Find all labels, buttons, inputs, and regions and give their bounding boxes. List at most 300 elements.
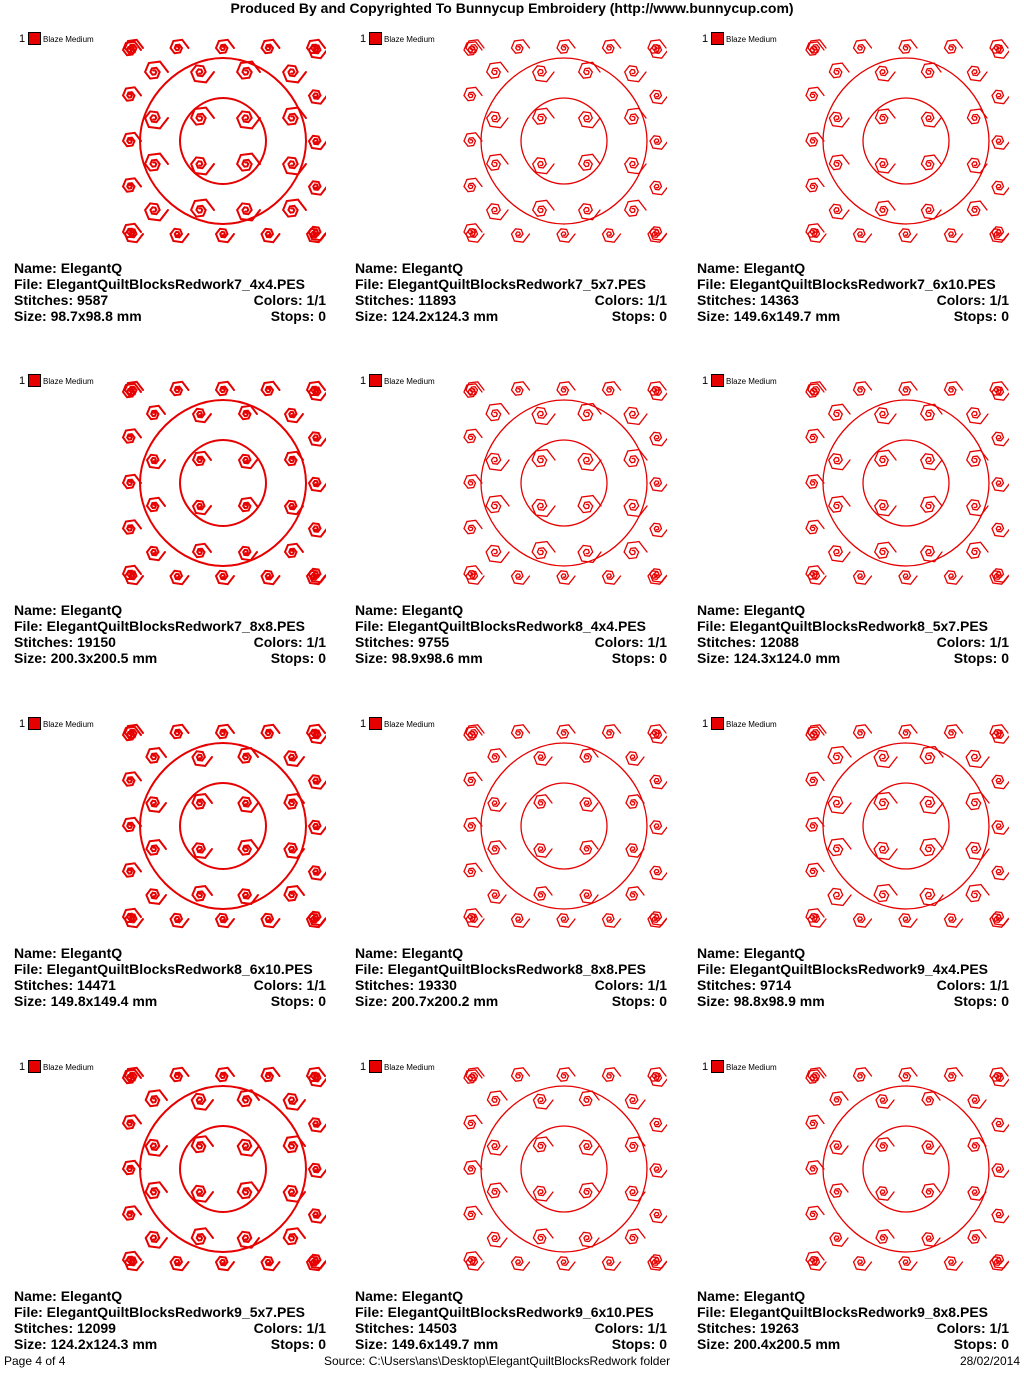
inner-swirl	[533, 108, 554, 124]
design-name-label: Name:	[14, 1288, 61, 1304]
design-info	[697, 260, 1009, 324]
inner-swirl	[192, 751, 212, 766]
design-info	[14, 945, 326, 1009]
border-curl	[945, 382, 963, 395]
inner-swirl	[828, 888, 851, 905]
connecting-arc	[180, 1126, 266, 1212]
thread-name: Blaze Medium	[384, 377, 435, 386]
inner-swirl	[147, 406, 165, 419]
thread-name: Blaze Medium	[43, 1063, 94, 1072]
design-stops	[612, 650, 667, 666]
design-size-value: 200.7x200.2 mm	[391, 993, 499, 1009]
design-colors-value: 1/1	[306, 634, 326, 650]
border-curl	[945, 40, 963, 53]
inner-swirl	[624, 499, 647, 516]
inner-swirl	[285, 544, 303, 557]
inner-swirl	[487, 1091, 507, 1106]
inner-swirl	[579, 204, 600, 220]
border-curl	[309, 478, 326, 491]
thread-number: 1	[360, 1061, 367, 1073]
design-file	[14, 618, 305, 634]
design-file-value: ElegantQuiltBlocksRedwork9_6x10.PES	[387, 1304, 654, 1320]
inner-swirl	[967, 408, 988, 424]
thread-swatch	[711, 32, 724, 45]
thread-swatch	[369, 374, 382, 387]
border-curl	[309, 90, 326, 103]
border-curl	[262, 1068, 280, 1081]
inner-swirl	[533, 200, 554, 216]
thread-swatch	[369, 1060, 382, 1073]
thread-number: 1	[19, 718, 26, 730]
inner-swirl	[966, 842, 989, 859]
thread-swatch	[711, 717, 724, 730]
thread-name: Blaze Medium	[43, 377, 94, 386]
design-name	[697, 260, 805, 276]
page-number: Page 4 of 4	[4, 1354, 66, 1368]
design-stitches-value: 14503	[418, 1320, 457, 1336]
inner-swirl	[191, 65, 214, 82]
border-curl	[557, 40, 575, 53]
design-name-label: Name:	[355, 1288, 402, 1304]
embroidery-design-preview	[461, 1066, 667, 1272]
border-curl	[992, 432, 1009, 445]
border-curl	[464, 772, 482, 785]
inner-swirl	[534, 795, 552, 808]
design-name-value: ElegantQ	[401, 1288, 464, 1304]
inner-swirl	[146, 1182, 167, 1198]
design-stops-value: 0	[659, 650, 667, 666]
design-size-value: 200.4x200.5 mm	[733, 1336, 841, 1352]
design-stops-value: 0	[659, 308, 667, 324]
design-file	[697, 618, 988, 634]
inner-swirl	[829, 63, 849, 78]
inner-swirl	[192, 886, 212, 901]
design-card	[697, 30, 1024, 360]
design-info	[697, 602, 1009, 666]
inner-swirl	[921, 112, 941, 127]
border-curl	[171, 725, 189, 738]
design-colors	[254, 977, 326, 993]
border-curl	[992, 866, 1009, 879]
inner-swirl	[533, 158, 554, 174]
border-curl	[464, 520, 482, 533]
design-colors-value: 1/1	[647, 1320, 667, 1336]
design-file-label: File:	[14, 961, 47, 977]
design-size	[355, 1336, 498, 1352]
inner-swirl	[829, 454, 850, 470]
design-stops-label: Stops:	[270, 1336, 319, 1352]
inner-swirl	[922, 1233, 940, 1246]
design-stitches-value: 14471	[77, 977, 116, 993]
design-colors	[937, 977, 1009, 993]
border-curl	[806, 133, 824, 146]
border-curl	[464, 863, 482, 876]
design-name-value: ElegantQ	[743, 945, 806, 961]
design-name-label: Name:	[697, 602, 744, 618]
inner-swirl	[922, 1141, 940, 1154]
design-stitches-label: Stitches:	[14, 292, 78, 308]
design-stitches-label: Stitches:	[14, 634, 78, 650]
design-file-label: File:	[355, 618, 388, 634]
source-path: Source: C:\Users\ans\Desktop\ElegantQuiltBlocksRedwork folder	[324, 1354, 671, 1368]
design-file	[355, 618, 646, 634]
inner-swirl	[828, 796, 851, 813]
design-file-value: ElegantQuiltBlocksRedwork7_4x4.PES	[46, 276, 305, 292]
border-curl	[216, 1068, 234, 1081]
border-curl	[650, 1164, 667, 1177]
border-curl	[650, 775, 667, 788]
inner-swirl	[921, 155, 941, 170]
border-curl	[992, 1209, 1009, 1222]
inner-swirl	[920, 747, 943, 764]
inner-swirl	[829, 204, 849, 219]
inner-swirl	[145, 62, 168, 79]
connecting-arc	[521, 440, 607, 526]
inner-swirl	[875, 542, 896, 558]
design-name-label: Name:	[14, 602, 61, 618]
design-file-label: File:	[355, 276, 388, 292]
border-curl	[309, 523, 326, 536]
design-colors-label: Colors:	[936, 292, 990, 308]
design-size	[14, 650, 157, 666]
border-curl	[806, 863, 824, 876]
border-curl	[216, 382, 234, 395]
border-curl	[171, 914, 189, 927]
design-size-label: Size:	[14, 993, 51, 1009]
thread-swatch	[28, 717, 41, 730]
inner-swirl	[145, 154, 168, 171]
border-curl	[216, 571, 234, 584]
design-name	[697, 1288, 805, 1304]
inner-swirl	[192, 1136, 213, 1152]
border-curl	[603, 1257, 621, 1270]
border-curl	[123, 772, 141, 785]
thread-number: 1	[702, 33, 709, 45]
design-name	[14, 260, 122, 276]
border-curl	[171, 1257, 189, 1270]
design-info	[14, 1288, 326, 1352]
design-file	[697, 276, 996, 292]
design-stops-value: 0	[1001, 993, 1009, 1009]
design-size	[14, 993, 157, 1009]
border-curl	[650, 821, 667, 834]
design-name-value: ElegantQ	[401, 945, 464, 961]
design-name-label: Name:	[14, 945, 61, 961]
inner-swirl	[876, 1230, 894, 1243]
inner-swirl	[146, 1232, 167, 1248]
border-curl	[512, 382, 530, 395]
design-file	[697, 961, 988, 977]
border-curl	[945, 1257, 963, 1270]
design-name	[355, 945, 463, 961]
design-card	[355, 715, 687, 1045]
design-card	[355, 30, 687, 360]
border-curl	[464, 178, 482, 191]
design-colors	[937, 292, 1009, 308]
inner-swirl	[533, 1229, 553, 1244]
inner-swirl	[968, 1095, 986, 1108]
connecting-arc	[180, 783, 266, 869]
inner-swirl	[624, 450, 647, 467]
embroidery-design-preview	[461, 38, 667, 244]
design-stops-label: Stops:	[611, 650, 660, 666]
inner-swirl	[876, 1095, 894, 1108]
design-colors	[254, 634, 326, 650]
inner-swirl	[283, 65, 306, 82]
design-file	[355, 276, 646, 292]
inner-swirl	[147, 455, 165, 468]
inner-swirl	[828, 839, 851, 856]
design-colors-label: Colors:	[253, 634, 307, 650]
inner-swirl	[874, 885, 897, 902]
embroidery-design-preview	[461, 380, 667, 586]
design-file-value: ElegantQuiltBlocksRedwork9_4x4.PES	[729, 961, 988, 977]
design-card	[697, 715, 1024, 1045]
design-stitches-value: 14363	[760, 292, 799, 308]
design-name-label: Name:	[14, 260, 61, 276]
inner-swirl	[284, 1094, 305, 1110]
design-name	[697, 602, 805, 618]
inner-swirl	[626, 887, 644, 900]
inner-swirl	[486, 404, 509, 421]
design-file	[14, 961, 313, 977]
border-curl	[464, 1115, 482, 1128]
design-size-value: 149.6x149.7 mm	[733, 308, 841, 324]
border-curl	[123, 818, 141, 831]
design-stitches-label: Stitches:	[355, 1320, 419, 1336]
design-stops-label: Stops:	[953, 1336, 1002, 1352]
border-curl	[171, 1068, 189, 1081]
design-colors-value: 1/1	[306, 292, 326, 308]
inner-swirl	[193, 544, 211, 557]
design-file-value: ElegantQuiltBlocksRedwork8_5x7.PES	[729, 618, 988, 634]
border-curl	[806, 520, 824, 533]
thread-name: Blaze Medium	[726, 377, 777, 386]
border-curl	[171, 40, 189, 53]
inner-swirl	[488, 841, 506, 854]
border-curl	[806, 475, 824, 488]
inner-swirl	[966, 750, 989, 767]
design-stitches-value: 11893	[418, 292, 457, 308]
design-stitches-value: 9755	[418, 634, 450, 650]
inner-swirl	[967, 201, 987, 216]
border-curl	[123, 133, 141, 146]
border-curl	[992, 136, 1009, 149]
design-card	[14, 1058, 346, 1388]
design-colors-value: 1/1	[989, 292, 1009, 308]
border-curl	[512, 40, 530, 53]
inner-swirl	[239, 455, 257, 468]
border-curl	[650, 136, 667, 149]
design-stops	[612, 308, 667, 324]
design-name-value: ElegantQ	[743, 1288, 806, 1304]
border-curl	[123, 87, 141, 100]
design-stitches-label: Stitches:	[355, 292, 419, 308]
design-file-label: File:	[697, 618, 730, 634]
inner-swirl	[487, 1232, 507, 1247]
design-colors-label: Colors:	[253, 292, 307, 308]
border-curl	[650, 432, 667, 445]
design-stops	[612, 1336, 667, 1352]
border-curl	[309, 1164, 326, 1177]
design-colors-label: Colors:	[594, 1320, 648, 1336]
design-name-value: ElegantQ	[60, 1288, 123, 1304]
design-file-label: File:	[355, 961, 388, 977]
thread-number: 1	[19, 1061, 26, 1073]
design-stitches-label: Stitches:	[697, 634, 761, 650]
design-name-value: ElegantQ	[743, 602, 806, 618]
border-curl	[603, 725, 621, 738]
inner-swirl	[192, 1228, 213, 1244]
border-curl	[854, 382, 872, 395]
inner-swirl	[487, 154, 508, 170]
design-colors-value: 1/1	[989, 977, 1009, 993]
border-curl	[123, 520, 141, 533]
design-size-value: 98.7x98.8 mm	[50, 308, 142, 324]
border-curl	[806, 1206, 824, 1219]
design-file-label: File:	[14, 1304, 47, 1320]
inner-swirl	[284, 751, 304, 766]
inner-swirl	[830, 1141, 848, 1154]
border-curl	[603, 1068, 621, 1081]
border-curl	[309, 1118, 326, 1131]
inner-swirl	[579, 62, 600, 78]
inner-swirl	[238, 840, 258, 855]
design-name-value: ElegantQ	[401, 260, 464, 276]
inner-swirl	[580, 841, 598, 854]
connecting-arc	[521, 783, 607, 869]
design-file	[355, 961, 646, 977]
thread-swatch	[711, 374, 724, 387]
design-name	[355, 602, 463, 618]
border-curl	[262, 40, 280, 53]
inner-swirl	[146, 797, 166, 812]
inner-swirl	[486, 545, 509, 562]
design-info	[355, 602, 667, 666]
inner-swirl	[578, 545, 601, 562]
embroidery-design-preview	[803, 1066, 1009, 1272]
design-name-value: ElegantQ	[743, 260, 806, 276]
design-colors-value: 1/1	[647, 292, 667, 308]
border-curl	[899, 229, 917, 242]
border-curl	[262, 725, 280, 738]
design-colors-label: Colors:	[936, 634, 990, 650]
design-file-value: ElegantQuiltBlocksRedwork7_5x7.PES	[387, 276, 646, 292]
inner-swirl	[829, 404, 850, 420]
border-curl	[309, 775, 326, 788]
design-name-value: ElegantQ	[60, 945, 123, 961]
design-stops	[271, 308, 326, 324]
connecting-arc	[863, 783, 949, 869]
design-stitches-label: Stitches:	[697, 977, 761, 993]
design-info	[14, 260, 326, 324]
inner-swirl	[967, 66, 987, 81]
inner-swirl	[624, 542, 647, 559]
inner-swirl	[487, 204, 508, 220]
inner-swirl	[533, 1137, 553, 1152]
design-colors	[254, 292, 326, 308]
design-size	[697, 1336, 840, 1352]
design-card	[14, 372, 346, 702]
border-curl	[557, 571, 575, 584]
design-size-label: Size:	[697, 1336, 734, 1352]
design-stops-value: 0	[1001, 308, 1009, 324]
design-stops	[954, 308, 1009, 324]
thread-number: 1	[702, 375, 709, 387]
inner-swirl	[191, 200, 214, 217]
inner-swirl	[533, 1186, 553, 1201]
thread-number: 1	[702, 718, 709, 730]
inner-swirl	[830, 1092, 848, 1105]
design-file-value: ElegantQuiltBlocksRedwork8_4x4.PES	[387, 618, 646, 634]
inner-swirl	[578, 404, 601, 421]
border-curl	[262, 229, 280, 242]
border-curl	[309, 1209, 326, 1222]
inner-swirl	[146, 889, 166, 904]
border-curl	[464, 818, 482, 831]
inner-swirl	[624, 407, 647, 424]
inner-swirl	[533, 66, 554, 82]
embroidery-design-preview	[120, 380, 326, 586]
connecting-arc	[521, 1126, 607, 1212]
design-stitches-label: Stitches:	[355, 634, 419, 650]
design-stitches	[355, 977, 457, 993]
design-stitches	[14, 292, 108, 308]
design-size	[697, 308, 840, 324]
inner-swirl	[875, 158, 895, 173]
design-file	[14, 276, 305, 292]
border-curl	[464, 475, 482, 488]
inner-swirl	[875, 500, 896, 516]
design-colors	[595, 292, 667, 308]
design-size-value: 98.9x98.6 mm	[391, 650, 483, 666]
inner-swirl	[829, 546, 850, 562]
design-size-label: Size:	[355, 650, 392, 666]
inner-swirl	[580, 798, 598, 811]
design-card	[697, 372, 1024, 702]
border-curl	[309, 866, 326, 879]
inner-swirl	[532, 407, 555, 424]
inner-swirl	[875, 66, 895, 81]
design-file-label: File:	[697, 276, 730, 292]
connecting-arc	[863, 1126, 949, 1212]
embroidery-design-preview	[803, 380, 1009, 586]
border-curl	[854, 1068, 872, 1081]
inner-swirl	[238, 797, 258, 812]
design-file-value: ElegantQuiltBlocksRedwork7_8x8.PES	[46, 618, 305, 634]
border-curl	[899, 725, 917, 738]
design-colors-label: Colors:	[594, 977, 648, 993]
border-curl	[992, 523, 1009, 536]
inner-swirl	[625, 200, 646, 216]
design-file-value: ElegantQuiltBlocksRedwork8_8x8.PES	[387, 961, 646, 977]
design-stitches	[14, 634, 116, 650]
inner-swirl	[580, 890, 598, 903]
border-curl	[216, 40, 234, 53]
design-name-value: ElegantQ	[401, 602, 464, 618]
design-colors-value: 1/1	[647, 634, 667, 650]
thread-name: Blaze Medium	[384, 35, 435, 44]
inner-swirl	[830, 1233, 848, 1246]
thread-name: Blaze Medium	[43, 720, 94, 729]
border-curl	[123, 475, 141, 488]
design-stops-label: Stops:	[953, 993, 1002, 1009]
design-info	[697, 945, 1009, 1009]
inner-swirl	[486, 496, 509, 513]
border-curl	[309, 136, 326, 149]
inner-swirl	[146, 748, 166, 763]
border-curl	[309, 181, 326, 194]
